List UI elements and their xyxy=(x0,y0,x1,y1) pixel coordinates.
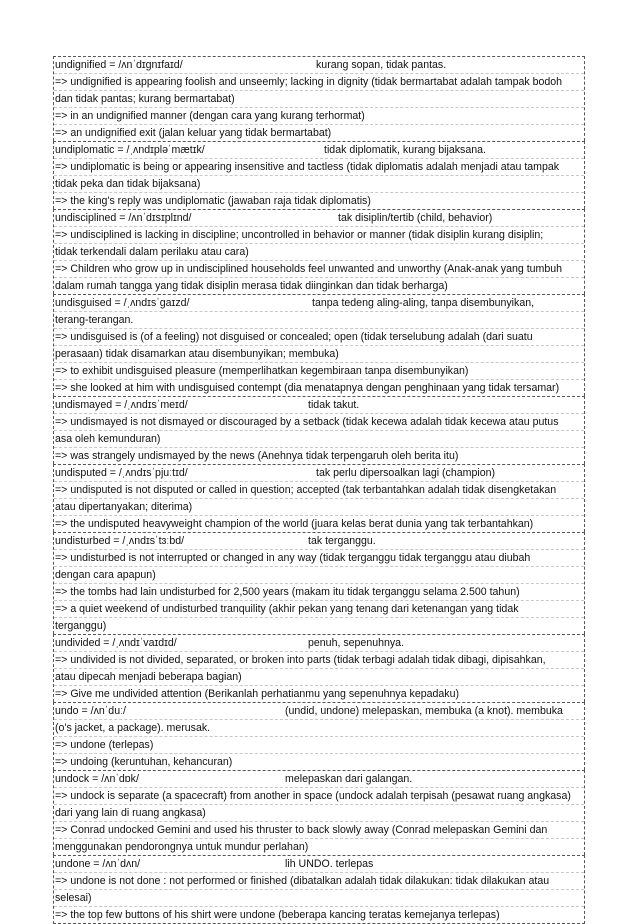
entry-text-line: => in an undignified manner (dengan cara yang kurang terhormat) xyxy=(54,108,584,125)
entry-head-line xyxy=(54,295,584,312)
dictionary-entry xyxy=(53,209,585,294)
entry-head-line xyxy=(54,703,584,720)
headword: undone = /ʌnˈdʌn/ xyxy=(55,858,141,870)
entry-head-line xyxy=(54,771,584,788)
headword-translation: tak terganggu. xyxy=(308,535,376,547)
entry-text-line: dengan cara apapun) xyxy=(54,567,584,584)
dictionary-entry xyxy=(53,855,585,924)
dictionary-entry xyxy=(53,702,585,770)
entry-head-line xyxy=(54,533,584,550)
headword-translation: tidak diplomatik, kurang bijaksana. xyxy=(324,144,486,156)
headword-translation: lih UNDO. terlepas xyxy=(285,858,374,870)
entry-text-line: => Conrad undocked Gemini and used his thruster to back slowly away (Conrad melepaskan Gemini dan xyxy=(54,822,584,839)
entry-text-line: asa oleh kemunduran) xyxy=(54,431,584,448)
entry-text-line: => to exhibit undisguised pleasure (memperlihatkan kegembiraan tanpa disembunyikan) xyxy=(54,363,584,380)
dictionary-entry xyxy=(53,294,585,396)
headword: undisciplined = /ʌnˈdɪsɪplɪnd/ xyxy=(55,212,192,224)
headword-translation: penuh, sepenuhnya. xyxy=(308,637,405,649)
dictionary-entry xyxy=(53,464,585,532)
dictionary-entry xyxy=(53,396,585,464)
headword: undismayed = /ˌʌndɪsˈmeɪd/ xyxy=(55,399,188,411)
entry-text-line: perasaan) tidak disamarkan atau disembunyikan; membuka) xyxy=(54,346,584,363)
dictionary-page xyxy=(53,56,585,924)
headword-translation: tanpa tedeng aling-aling, tanpa disembunyikan, xyxy=(312,297,535,309)
entry-text-line: => the tombs had lain undisturbed for 2,500 years (makam itu tidak terganggu selama 2.500 tahun) xyxy=(54,584,584,601)
entry-text-line: => Give me undivided attention (Berikanlah perhatianmu yang sepenuhnya kepadaku) xyxy=(55,688,460,700)
entry-text-line: => undiplomatic is being or appearing insensitive and tactless (tidak diplomatis adalah menjadi atau tampak xyxy=(54,159,584,176)
headword-translation: (undid, undone) melepaskan, membuka (a knot). membuka xyxy=(285,705,563,717)
entry-text-line: => undoing (keruntuhan, kehancuran) xyxy=(55,756,233,768)
entry-text-line: => was strangely undismayed by the news (Anehnya tidak terpengaruh oleh berita itu) xyxy=(55,450,459,462)
entry-head-line xyxy=(54,465,584,482)
entry-head-line xyxy=(54,210,584,227)
entry-text-line: => the top few buttons of his shirt were undone (beberapa kancing teratas kemejanya terlepas) xyxy=(55,909,500,921)
entry-text-line: terganggu) xyxy=(55,620,107,632)
headword: undisturbed = /ˌʌndɪsˈtɜːbd/ xyxy=(55,535,185,547)
entry-text-line: dan tidak pantas; kurang bermartabat) xyxy=(54,91,584,108)
entry-head-line xyxy=(54,635,584,652)
entry-text-line: terang-terangan. xyxy=(54,312,584,329)
headword-translation: tak disiplin/tertib (child, behavior) xyxy=(338,212,493,224)
entry-text-line: => undisciplined is lacking in discipline; uncontrolled in behavior or manner (tidak disiplin kurang disiplin; xyxy=(54,227,584,244)
dictionary-entry xyxy=(53,634,585,702)
entry-text-line: atau dipertanyakan; diterima) xyxy=(54,499,584,516)
entry-text-line: dari yang lain di ruang angkasa) xyxy=(54,805,584,822)
headword: undo = /ʌnˈduː/ xyxy=(55,705,126,717)
headword: undisputed = /ˌʌndɪsˈpjuːtɪd/ xyxy=(55,467,188,479)
entry-text-line: => the undisputed heavyweight champion of the world (juara kelas berat dunia yang tak terbantahkan) xyxy=(55,518,534,530)
headword-translation: tidak takut. xyxy=(308,399,360,411)
entry-text-line: tidak peka dan tidak bijaksana) xyxy=(54,176,584,193)
dictionary-entry xyxy=(53,141,585,209)
entry-text-line: => the king's reply was undiplomatic (jawaban raja tidak diplomatis) xyxy=(55,195,371,207)
entry-text-line: menggunakan pendorongnya untuk mundur perlahan) xyxy=(55,841,309,853)
entry-text-line: atau dipecah menjadi beberapa bagian) xyxy=(54,669,584,686)
entry-head-line xyxy=(54,142,584,159)
headword: undisguised = /ˌʌndɪsˈɡaɪzd/ xyxy=(55,297,190,309)
entry-text-line: => an undignified exit (jalan keluar yang tidak bermartabat) xyxy=(55,127,332,139)
entry-text-line: => she looked at him with undisguised contempt (dia menatapnya dengan penghinaan yang tidak tersamar) xyxy=(55,382,560,394)
entry-text-line: => undisturbed is not interrupted or changed in any way (tidak terganggu tidak terganggu atau diubah xyxy=(54,550,584,567)
entry-text-line: (o's jacket, a package). merusak. xyxy=(54,720,584,737)
entry-text-line: => undone (terlepas) xyxy=(54,737,584,754)
entry-text-line: => a quiet weekend of undisturbed tranquility (akhir pekan yang tenang dari ketenangan yang tidak xyxy=(54,601,584,618)
entry-head-line xyxy=(54,57,584,74)
headword: undock = /ʌnˈdɒk/ xyxy=(55,773,139,785)
entry-text-line: tidak terkendali dalam perilaku atau cara) xyxy=(54,244,584,261)
entry-text-line: => undisputed is not disputed or called in question; accepted (tak terbantahkan adalah tidak disengketakan xyxy=(54,482,584,499)
dictionary-entry xyxy=(53,770,585,855)
entry-text-line: selesai) xyxy=(54,890,584,907)
headword: undiplomatic = /ˌʌndɪpləˈmætɪk/ xyxy=(55,144,205,156)
entry-text-line: => undisguised is (of a feeling) not disguised or concealed; open (tidak terselubung adalah (dari suatu xyxy=(54,329,584,346)
headword-translation: kurang sopan, tidak pantas. xyxy=(316,59,447,71)
headword-translation: melepaskan dari galangan. xyxy=(285,773,413,785)
headword: undivided = /ˌʌndɪˈvaɪdɪd/ xyxy=(55,637,177,649)
dictionary-entry xyxy=(53,56,585,141)
entry-text-line: => undignified is appearing foolish and unseemly; lacking in dignity (tidak bermartabat adalah tampak bodoh xyxy=(54,74,584,91)
entry-text-line: => undock is separate (a spacecraft) from another in space (undock adalah terpisah (pesawat ruang angkasa) xyxy=(54,788,584,805)
entry-head-line xyxy=(54,856,584,873)
dictionary-entry xyxy=(53,532,585,634)
entry-text-line: => undivided is not divided, separated, or broken into parts (tidak terbagi adalah tidak dibagi, dipisahkan, xyxy=(54,652,584,669)
entry-head-line xyxy=(54,397,584,414)
entry-text-line: => undismayed is not dismayed or discouraged by a setback (tidak kecewa adalah tidak kecewa atau putus xyxy=(54,414,584,431)
entry-text-line: => Children who grow up in undisciplined households feel unwanted and unworthy (Anak-anak yang tumbuh xyxy=(54,261,584,278)
entry-text-line: => undone is not done : not performed or finished (dibatalkan adalah tidak dilakukan: tidak dilakukan atau xyxy=(54,873,584,890)
headword: undignified = /ʌnˈdɪɡnɪfaɪd/ xyxy=(55,59,183,71)
headword-translation: tak perlu dipersoalkan lagi (champion) xyxy=(316,467,496,479)
entry-text-line: dalam rumah tangga yang tidak disiplin merasa tidak diinginkan dan tidak berharga) xyxy=(55,280,448,292)
